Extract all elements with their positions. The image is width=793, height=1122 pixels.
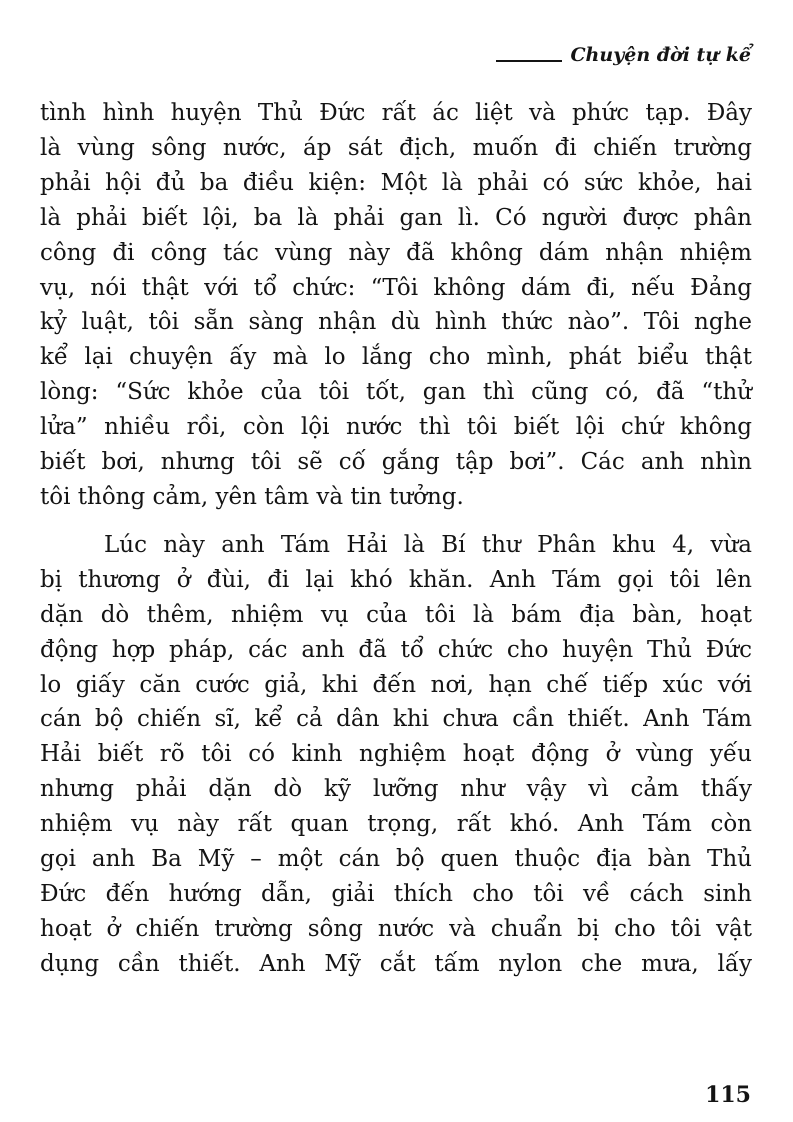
- body-text: [40, 96, 752, 982]
- header-title: Chuyện đời tự kể: [570, 44, 751, 66]
- text-line: kể lại chuyện ấy mà lo lắng cho mình, phát biểu thật: [40, 344, 752, 371]
- paragraph-1: [40, 96, 752, 515]
- text-line: nhưng phải dặn dò kỹ lưỡng như vậy vì cảm thấy: [40, 776, 752, 803]
- text-line: lo giấy căn cước giả, khi đến nơi, hạn chế tiếp xúc với: [40, 671, 752, 698]
- text-line: là vùng sông nước, áp sát địch, muốn đi chiến trường: [40, 134, 752, 161]
- running-header: [496, 40, 751, 70]
- text-line: dụng cần thiết. Anh Mỹ cắt tấm nylon che mưa, lấy: [40, 950, 752, 977]
- text-line: lửa” nhiều rồi, còn lội nước thì tôi biết lội chứ không: [40, 414, 752, 441]
- text-line: phải hội đủ ba điều kiện: Một là phải có sức khỏe, hai: [40, 169, 752, 196]
- text-line: là phải biết lội, ba là phải gan lì. Có người được phân: [40, 204, 752, 231]
- header-rule: [496, 60, 562, 62]
- text-line: lòng: “Sức khỏe của tôi tốt, gan thì cũng có, đã “thử: [40, 379, 752, 406]
- text-line: dặn dò thêm, nhiệm vụ của tôi là bám địa bàn, hoạt: [40, 601, 752, 628]
- text-line: kỷ luật, tôi sẵn sàng nhận dù hình thức nào”. Tôi nghe: [40, 309, 752, 336]
- text-line: Đức đến hướng dẫn, giải thích cho tôi về cách sinh: [40, 880, 752, 907]
- text-line: biết bơi, nhưng tôi sẽ cố gắng tập bơi”. Các anh nhìn: [40, 449, 752, 476]
- text-line: bị thương ở đùi, đi lại khó khăn. Anh Tám gọi tôi lên: [40, 566, 752, 593]
- text-line: công đi công tác vùng này đã không dám nhận nhiệm: [40, 239, 752, 266]
- text-line: hoạt ở chiến trường sông nước và chuẩn bị cho tôi vật: [40, 915, 752, 942]
- text-line: động hợp pháp, các anh đã tổ chức cho huyện Thủ Đức: [40, 636, 752, 663]
- text-line: cán bộ chiến sĩ, kể cả dân khi chưa cần thiết. Anh Tám: [40, 706, 752, 733]
- paragraph-2: [40, 528, 752, 982]
- text-line: tôi thông cảm, yên tâm và tin tưởng.: [40, 483, 464, 510]
- text-line: Hải biết rõ tôi có kinh nghiệm hoạt động ở vùng yếu: [40, 741, 752, 768]
- text-line: tình hình huyện Thủ Đức rất ác liệt và phức tạp. Đây: [40, 100, 752, 126]
- page-number: 115: [705, 1082, 751, 1108]
- text-line: Lúc này anh Tám Hải là Bí thư Phân khu 4, vừa: [104, 531, 752, 558]
- text-line: gọi anh Ba Mỹ – một cán bộ quen thuộc địa bàn Thủ: [40, 846, 752, 873]
- text-line: vụ, nói thật với tổ chức: “Tôi không dám đi, nếu Đảng: [40, 274, 752, 301]
- text-line: nhiệm vụ này rất quan trọng, rất khó. Anh Tám còn: [40, 811, 752, 838]
